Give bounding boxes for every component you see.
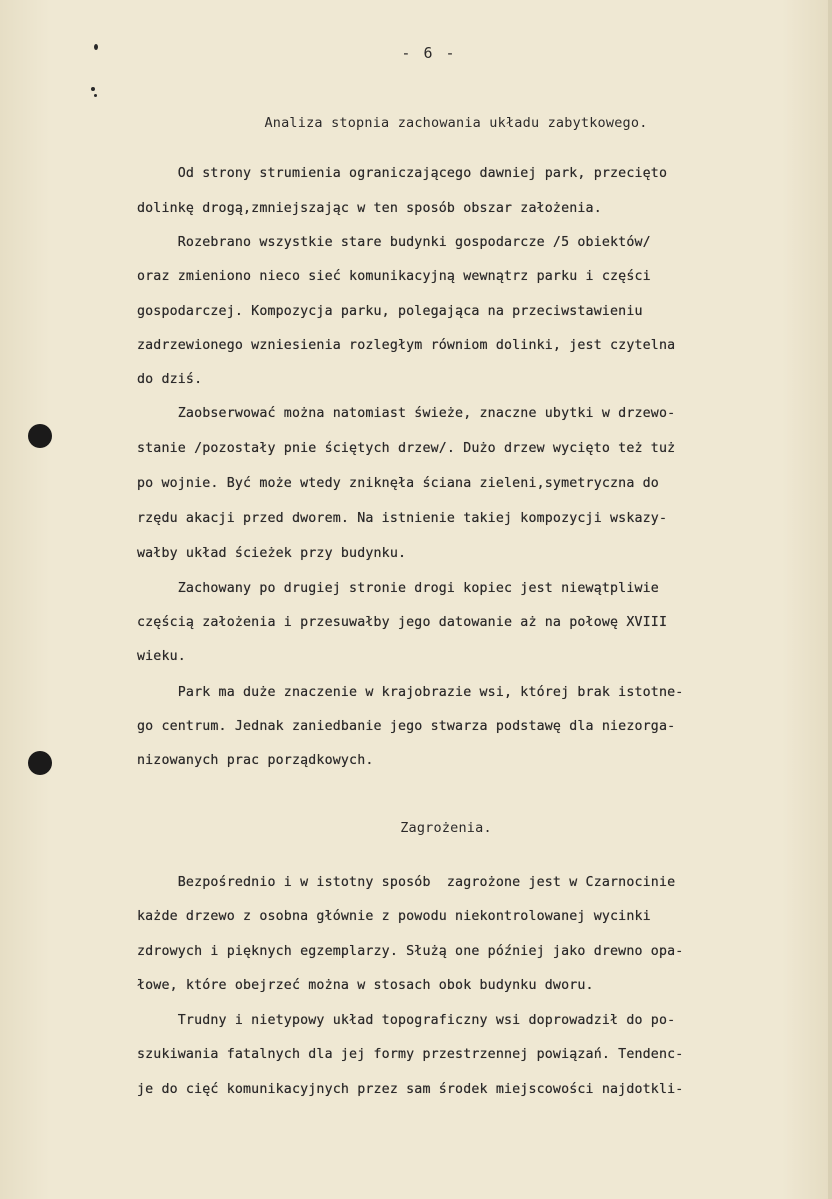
punch-hole-bottom — [28, 751, 52, 775]
text-line: oraz zmieniono nieco sieć komunikacyjną wewnątrz parku i części — [137, 269, 651, 284]
text-line: go centrum. Jednak zaniedbanie jego stwarza podstawę dla niezorga- — [137, 719, 676, 734]
section-heading-analysis: Analiza stopnia zachowania układu zabytkowego. — [264, 115, 648, 131]
text-line: wieku. — [137, 649, 186, 664]
page-number: - 6 - — [401, 44, 457, 62]
section-heading-threats: Zagrożenia. — [400, 820, 492, 836]
text-line: Bezpośrednio i w istotny sposób zagrożone jest w Czarnocinie — [137, 875, 676, 890]
punch-hole-top — [28, 424, 52, 448]
text-line: Trudny i nietypowy układ topograficzny wsi doprowadził do po- — [137, 1013, 676, 1028]
text-line: łowe, które obejrzeć można w stosach obok budynku dworu. — [137, 978, 594, 993]
text-line: szukiwania fatalnych dla jej formy przestrzennej powiązań. Tendenc- — [137, 1047, 684, 1062]
text-line: dolinkę drogą,zmniejszając w ten sposób obszar założenia. — [137, 201, 602, 216]
text-line: Zaobserwować można natomiast świeże, znaczne ubytki w drzewo- — [137, 406, 676, 421]
ink-speck — [94, 94, 97, 97]
text-line: zadrzewionego wzniesienia rozległym równiom dolinki, jest czytelna — [137, 338, 676, 353]
page-edge-shadow — [828, 0, 832, 1199]
text-line: zdrowych i pięknych egzemplarzy. Służą one później jako drewno opa- — [137, 944, 684, 959]
text-line: Park ma duże znaczenie w krajobrazie wsi, której brak istotne- — [137, 685, 684, 700]
text-line: je do cięć komunikacyjnych przez sam środek miejscowości najdotkli- — [137, 1082, 684, 1097]
text-line: częścią założenia i przesuwałby jego datowanie aż na połowę XVIII — [137, 615, 668, 630]
text-line: Zachowany po drugiej stronie drogi kopiec jest niewątpliwie — [137, 581, 659, 596]
text-line: Rozebrano wszystkie stare budynki gospodarcze /5 obiektów/ — [137, 235, 651, 250]
text-line: Od strony strumienia ograniczającego dawniej park, przecięto — [137, 166, 668, 181]
text-line: do dziś. — [137, 372, 203, 387]
text-line: stanie /pozostały pnie ściętych drzew/. Dużo drzew wycięto też tuż — [137, 441, 676, 456]
text-line: nizowanych prac porządkowych. — [137, 753, 374, 768]
ink-speck — [91, 87, 95, 91]
text-line: każde drzewo z osobna głównie z powodu niekontrolowanej wycinki — [137, 909, 651, 924]
text-line: po wojnie. Być może wtedy zniknęła ściana zieleni,symetryczna do — [137, 476, 659, 491]
text-line: wałby układ ścieżek przy budynku. — [137, 546, 407, 561]
text-line: rzędu akacji przed dworem. Na istnienie takiej kompozycji wskazy- — [137, 511, 668, 526]
text-line: gospodarczej. Kompozycja parku, polegająca na przeciwstawieniu — [137, 304, 643, 319]
